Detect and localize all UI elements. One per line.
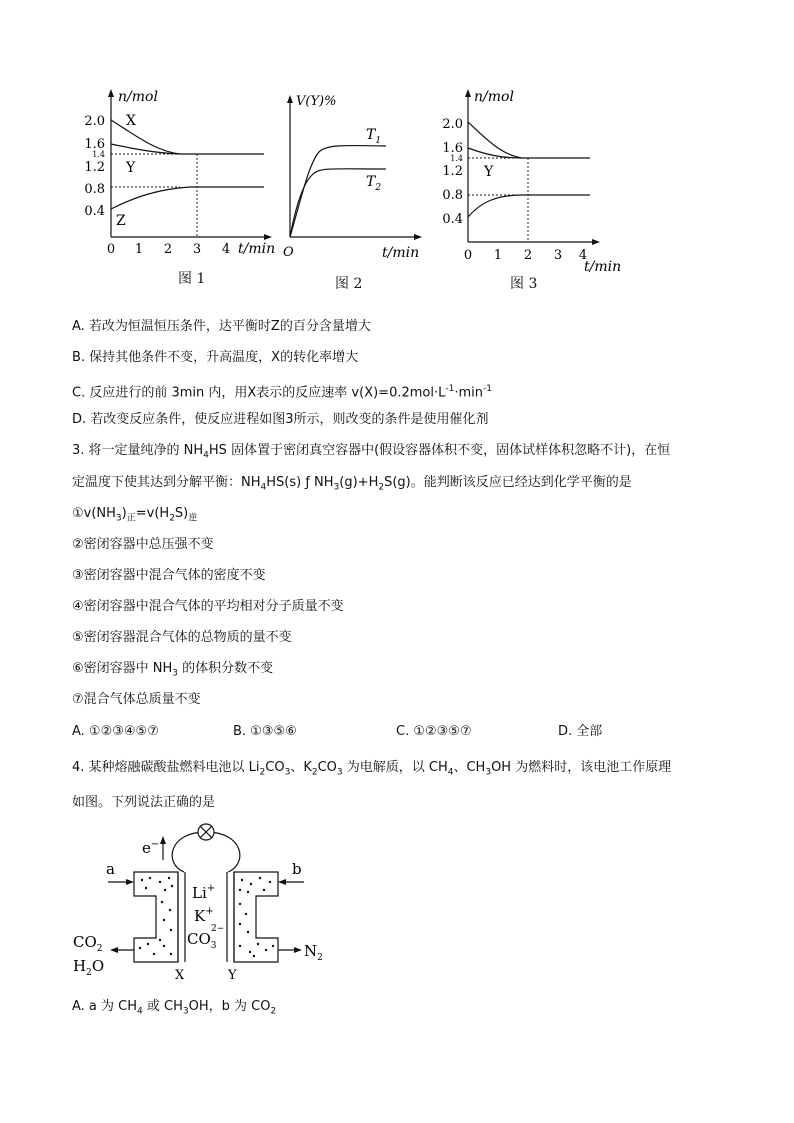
fig3-label-y: Y	[484, 164, 494, 180]
electron-label: e	[142, 839, 151, 857]
svg-text:H2O: $H_2O$	[73, 957, 105, 978]
q3-option-a: A. ①②③④⑤⑦	[72, 724, 159, 739]
q3-option-b: B. ①③⑤⑥	[233, 724, 297, 739]
fig3-xtick: 0	[463, 248, 473, 263]
fig3-xtick: 3	[553, 248, 563, 263]
fig1-label-y: Y	[126, 160, 136, 176]
figure-3	[432, 85, 632, 275]
q3-item-6: ⑥密闭容器中 $NH_3$ 的体积分数不变	[72, 661, 274, 679]
fig3-curve-z	[468, 195, 590, 217]
fig2-curve-t1	[290, 146, 386, 237]
q4-option-a: A. a 为 $CH_4$ 或 $CH_3OH$，b 为 $CO_2$	[72, 999, 277, 1017]
svg-text:CO3: $CO_3$	[187, 930, 217, 951]
q3-item-7: ⑦混合气体总质量不变	[72, 692, 201, 707]
fig3-ytick: 0.4	[442, 212, 463, 227]
fig1-ytick: 1.2	[84, 160, 105, 175]
fig1-xtick: 4	[221, 242, 231, 257]
fig1-xtick: 2	[163, 242, 173, 257]
fig2-caption: 图 2	[335, 276, 363, 292]
fig1-xlabel: t/min	[238, 241, 276, 257]
ion-k: K	[194, 907, 206, 925]
svg-text:CO2: $CO_2$	[73, 933, 103, 954]
q2-option-c: C. 反应进行的前 3min 内，用X表示的反应速率 $v(X)=0.2mol\cdot L^{-1}\cdot\min^{-1}$	[72, 384, 492, 401]
q3-item-3: ③密闭容器中混合气体的密度不变	[72, 568, 266, 583]
q2-option-b: B. 保持其他条件不变，升高温度，X的转化率增大	[72, 350, 359, 365]
q3-option-d: D. 全部	[558, 724, 603, 739]
ion-li: Li	[192, 884, 207, 902]
fig2-origin: O	[283, 245, 294, 260]
fig3-ytick: 0.8	[442, 188, 463, 203]
fig3-xtick: 2	[523, 248, 533, 263]
ion-co3: CO	[187, 930, 211, 948]
fig3-xtick: 4	[578, 248, 588, 263]
fig1-ytick: 1.4	[92, 150, 105, 159]
fig2-label-t: T	[366, 127, 376, 143]
electrode-y-label: Y	[228, 968, 237, 983]
figure-1	[80, 85, 280, 260]
fig3-ytick: 1.4	[450, 154, 463, 163]
electrode-x-label: X	[175, 968, 185, 983]
fig3-xlabel: t/min	[584, 259, 622, 275]
fig3-ytick: 1.6	[442, 141, 463, 156]
svg-text:T2	[366, 174, 381, 193]
fig1-caption: 图 1	[178, 271, 206, 287]
outlet-h2o: H	[73, 957, 87, 975]
q4-stem-line1: 4. 某种熔融碳酸盐燃料电池以 $Li_2CO_3$、$K_2CO_3$ 为电解质，以 $CH_4$、$CH_3OH$ 为燃料时，该电池工作原理	[72, 760, 672, 778]
inlet-a-label: a	[106, 860, 115, 878]
lamp-icon	[198, 824, 214, 840]
svg-text:N2: $N_2$	[304, 942, 323, 963]
fig2-ylabel: V(Y)%	[296, 94, 337, 109]
q2-option-d: D. 若改变反应条件，使反应进程如图3所示，则改变的条件是使用催化剂	[72, 412, 489, 427]
fig3-ytick: 1.2	[442, 164, 463, 179]
fig1-ytick: 0.4	[84, 204, 105, 219]
fig1-label-x: X	[126, 113, 136, 129]
q3-stem-line1: 3. 将一定量纯净的 $NH_4HS$ 固体置于密闭真空容器中(假设容器体积不变，固体试样体积忽略不计)，在恒	[72, 443, 671, 461]
outlet-n2: N	[304, 942, 318, 960]
q3-stem-line2: 定温度下使其达到分解平衡：$NH_4HS(s)$ ƒ $NH_3(g)+H_2S(g)$。能判断该反应已经达到化学平衡的是	[72, 475, 632, 493]
fig1-label-z: Z	[116, 213, 126, 229]
q3-option-c: C. ①②③⑤⑦	[396, 724, 472, 739]
fig3-xtick: 1	[493, 248, 503, 263]
inlet-b-label: b	[292, 860, 302, 878]
svg-text:T1	[366, 127, 381, 146]
fig2-label-sub: 2	[375, 183, 382, 193]
fig2-label-sub: 1	[375, 136, 382, 146]
fig1-curve-z	[111, 187, 264, 209]
q2-option-a: A. 若改为恒温恒压条件，达平衡时Z的百分含量增大	[72, 319, 371, 334]
fig1-xtick: 3	[192, 242, 202, 257]
fig3-curve-x	[468, 122, 590, 158]
q3-item-4: ④密闭容器中混合气体的平均相对分子质量不变	[72, 599, 344, 614]
fuel-cell-diagram	[68, 820, 338, 985]
fig1-ytick: 2.0	[84, 114, 105, 129]
fig2-xlabel: t/min	[382, 245, 420, 260]
fig1-ytick: 1.6	[84, 137, 105, 152]
q3-item-5: ⑤密闭容器混合气体的总物质的量不变	[72, 630, 292, 645]
fig2-label-t: T	[366, 174, 376, 190]
fig1-xtick: 1	[134, 242, 144, 257]
fig3-caption: 图 3	[510, 276, 538, 292]
outlet-co2: CO	[73, 933, 97, 951]
fig3-ytick: 2.0	[442, 117, 463, 132]
fig1-xtick: 0	[106, 242, 116, 257]
q3-item-1: $①v(NH_3)_正=v(H_2S)_逆$	[72, 506, 198, 524]
svg-text:Li+: Li+	[192, 883, 216, 902]
fig3-ylabel: n/mol	[474, 89, 514, 105]
ion-co3-charge: 2−	[211, 924, 225, 934]
q4-stem-line2: 如图。下列说法正确的是	[72, 795, 216, 810]
svg-text:e−: e−	[142, 839, 160, 857]
svg-text:K+: K+	[194, 906, 214, 925]
fig1-ytick: 0.8	[84, 182, 105, 197]
fig1-ylabel: n/mol	[118, 89, 158, 105]
figure-2	[278, 85, 428, 260]
q3-item-2: ②密闭容器中总压强不变	[72, 537, 214, 552]
